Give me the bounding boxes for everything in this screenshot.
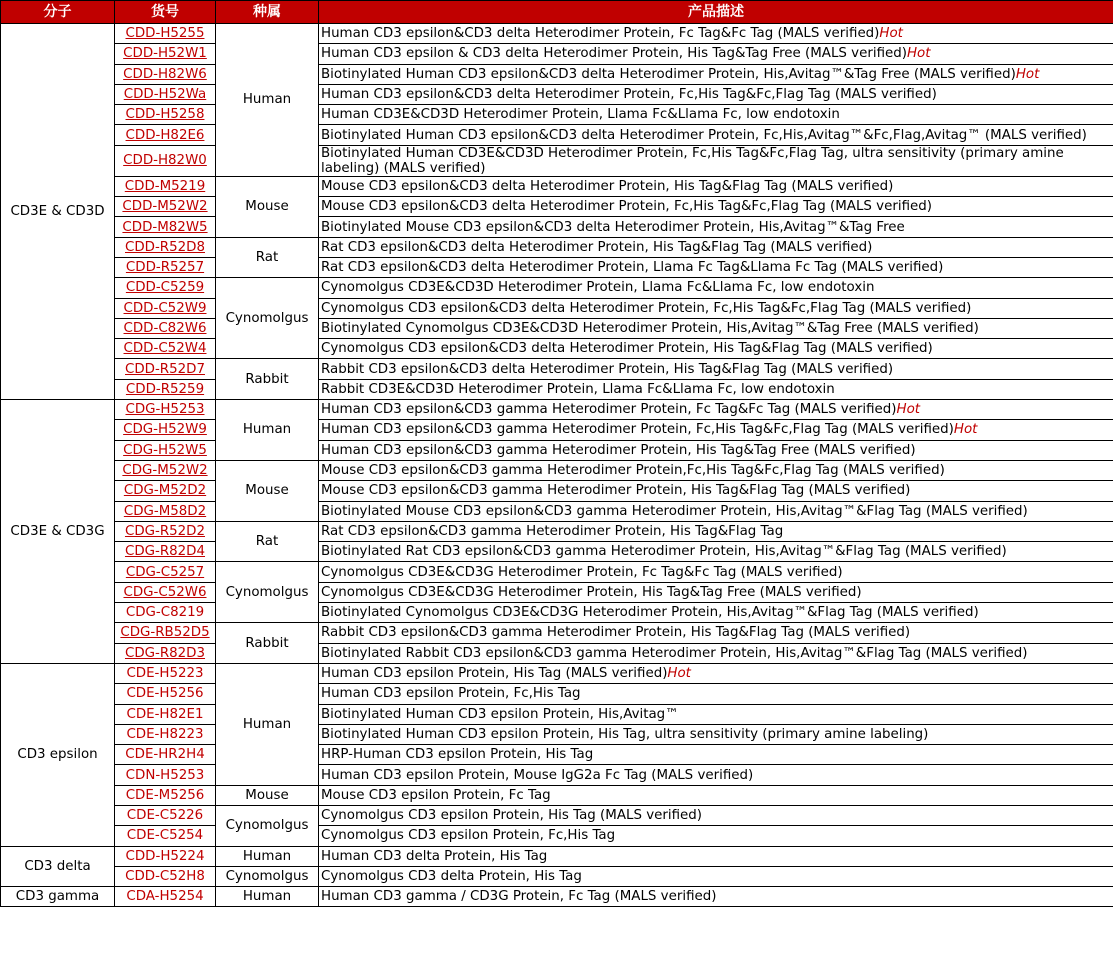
description-cell — [319, 805, 1113, 825]
catalog-link[interactable]: CDG-H5253 — [125, 402, 205, 418]
table-row — [1, 145, 1113, 176]
table-row — [1, 84, 1113, 104]
catalog-link[interactable]: CDD-H5255 — [125, 26, 205, 42]
species-cell: Rabbit — [216, 359, 319, 400]
table-row — [1, 176, 1113, 196]
description-cell — [319, 64, 1113, 84]
header-molecule: 分子 — [1, 1, 115, 24]
description-cell — [319, 359, 1113, 379]
catalog-link[interactable]: CDD-H52W1 — [123, 46, 207, 62]
species-cell: Human — [216, 400, 319, 461]
catalog-link[interactable]: CDD-H82W0 — [123, 153, 207, 169]
species-cell: Human — [216, 663, 319, 785]
catalog-link[interactable]: CDE-HR2H4 — [125, 747, 205, 763]
description-text: Cynomolgus CD3 delta Protein, His Tag — [321, 869, 582, 885]
description-text: Biotinylated Human CD3 epsilon Protein, His,Avitag™ — [321, 706, 679, 722]
table-row — [1, 64, 1113, 84]
description-text: Biotinylated Rabbit CD3 epsilon&CD3 gamma Heterodimer Protein, His,Avitag™&Flag Tag (MALS verified) — [321, 645, 1028, 661]
catalog-cell — [115, 785, 216, 805]
description-text: Human CD3 epsilon Protein, Fc,His Tag — [321, 686, 581, 702]
description-cell — [319, 217, 1113, 237]
catalog-cell — [115, 542, 216, 562]
catalog-link[interactable]: CDD-M52W2 — [122, 199, 208, 215]
catalog-link[interactable]: CDE-H5256 — [126, 686, 204, 702]
table-row — [1, 460, 1113, 480]
description-text: Human CD3 delta Protein, His Tag — [321, 848, 548, 864]
catalog-link[interactable]: CDD-M5219 — [124, 178, 206, 194]
molecule-cell: CD3 epsilon — [1, 663, 115, 846]
description-text: Biotinylated Rat CD3 epsilon&CD3 gamma Heterodimer Protein, His,Avitag™&Flag Tag (MALS verified) — [321, 544, 1007, 560]
catalog-link[interactable]: CDD-R5257 — [125, 260, 205, 276]
catalog-cell — [115, 826, 216, 846]
description-cell — [319, 24, 1113, 44]
description-text: Cynomolgus CD3 epsilon&CD3 delta Heterodimer Protein, Fc,His Tag&Fc,Flag Tag (MALS verified) — [321, 300, 972, 316]
table-row — [1, 298, 1113, 318]
catalog-link[interactable]: CDG-C5257 — [125, 564, 205, 580]
table-row — [1, 887, 1113, 907]
description-cell — [319, 145, 1113, 176]
description-text: Mouse CD3 epsilon&CD3 gamma Heterodimer Protein,Fc,His Tag&Fc,Flag Tag (MALS verified) — [321, 463, 945, 479]
table-row — [1, 562, 1113, 582]
header-row — [1, 1, 1113, 24]
description-cell — [319, 318, 1113, 338]
catalog-cell — [115, 866, 216, 886]
description-text: Rat CD3 epsilon&CD3 gamma Heterodimer Protein, His Tag&Flag Tag — [321, 523, 784, 539]
table-row — [1, 684, 1113, 704]
description-text: Biotinylated Cynomolgus CD3E&CD3G Heterodimer Protein, His,Avitag™&Flag Tag (MALS verified) — [321, 605, 979, 621]
catalog-link[interactable]: CDD-C52H8 — [125, 869, 205, 885]
description-text: Rabbit CD3 epsilon&CD3 delta Heterodimer Protein, His Tag&Flag Tag (MALS verified) — [321, 361, 894, 377]
description-text: Mouse CD3 epsilon&CD3 delta Heterodimer Protein, His Tag&Flag Tag (MALS verified) — [321, 178, 894, 194]
catalog-cell — [115, 745, 216, 765]
catalog-link[interactable]: CDD-C52W9 — [123, 300, 207, 316]
description-cell — [319, 298, 1113, 318]
table-row — [1, 105, 1113, 125]
catalog-link[interactable]: CDG-C52W6 — [123, 584, 207, 600]
description-text: HRP-Human CD3 epsilon Protein, His Tag — [321, 747, 594, 763]
table-row — [1, 826, 1113, 846]
table-row — [1, 866, 1113, 886]
hot-badge: Hot — [953, 422, 978, 438]
catalog-link[interactable]: CDD-R52D7 — [125, 361, 205, 377]
species-cell: Mouse — [216, 176, 319, 237]
description-cell — [319, 44, 1113, 64]
catalog-link[interactable]: CDG-R82D4 — [124, 544, 206, 560]
catalog-cell — [115, 684, 216, 704]
description-cell — [319, 887, 1113, 907]
catalog-cell — [115, 663, 216, 683]
species-cell: Cynomolgus — [216, 278, 319, 359]
catalog-link[interactable]: CDE-C5226 — [126, 808, 204, 824]
table-row — [1, 257, 1113, 277]
catalog-cell — [115, 501, 216, 521]
catalog-link[interactable]: CDE-H82E1 — [126, 706, 204, 722]
description-cell — [319, 582, 1113, 602]
description-text: Biotinylated Cynomolgus CD3E&CD3D Heterodimer Protein, His,Avitag™&Tag Free (MALS verified) — [321, 321, 979, 336]
description-text: Human CD3E&CD3D Heterodimer Protein, Llama Fc&Llama Fc, low endotoxin — [321, 107, 840, 123]
description-text: Biotinylated Human CD3 epsilon Protein, His Tag, ultra sensitivity (primary amine labeling) — [321, 726, 929, 742]
catalog-cell — [115, 704, 216, 724]
catalog-link[interactable]: CDD-R5259 — [125, 381, 205, 397]
description-text: Biotinylated Mouse CD3 epsilon&CD3 delta Heterodimer Protein, His,Avitag™&Tag Free — [321, 219, 905, 235]
catalog-cell — [115, 64, 216, 84]
catalog-cell — [115, 278, 216, 298]
description-cell — [319, 105, 1113, 125]
species-cell: Rabbit — [216, 623, 319, 664]
table-row — [1, 765, 1113, 785]
catalog-link[interactable]: CDD-C52W4 — [123, 341, 207, 357]
species-cell: Cynomolgus — [216, 562, 319, 623]
catalog-cell — [115, 582, 216, 602]
table-row — [1, 318, 1113, 338]
description-text: Biotinylated Human CD3 epsilon&CD3 delta Heterodimer Protein, His,Avitag™&Tag Free (MALS verified) — [321, 66, 1016, 82]
description-cell — [319, 379, 1113, 399]
table-row — [1, 582, 1113, 602]
table-row — [1, 805, 1113, 825]
catalog-cell — [115, 765, 216, 785]
catalog-link[interactable]: CDE-M5256 — [125, 787, 205, 803]
catalog-cell — [115, 145, 216, 176]
catalog-link[interactable]: CDN-H5253 — [125, 767, 205, 783]
table-row — [1, 339, 1113, 359]
species-cell: Human — [216, 846, 319, 866]
catalog-cell — [115, 846, 216, 866]
table-row — [1, 643, 1113, 663]
table-row — [1, 724, 1113, 744]
description-cell — [319, 84, 1113, 104]
table-row — [1, 217, 1113, 237]
molecule-cell: CD3 delta — [1, 846, 115, 887]
table-row — [1, 785, 1113, 805]
catalog-cell — [115, 481, 216, 501]
species-cell: Human — [216, 887, 319, 907]
species-cell: Cynomolgus — [216, 866, 319, 886]
description-text: Human CD3 epsilon&CD3 delta Heterodimer Protein, Fc Tag&Fc Tag (MALS verified) — [321, 26, 880, 42]
description-text: Human CD3 epsilon&CD3 gamma Heterodimer Protein, Fc Tag&Fc Tag (MALS verified) — [321, 402, 897, 418]
hot-badge: Hot — [667, 666, 691, 682]
table-row — [1, 745, 1113, 765]
table-row — [1, 603, 1113, 623]
catalog-link[interactable]: CDG-C8219 — [125, 605, 205, 621]
catalog-cell — [115, 724, 216, 744]
description-text: Cynomolgus CD3 epsilon Protein, His Tag (MALS verified) — [321, 808, 702, 824]
description-cell — [319, 663, 1113, 683]
catalog-cell — [115, 379, 216, 399]
description-cell — [319, 684, 1113, 704]
table-body — [1, 24, 1113, 907]
description-text: Human CD3 epsilon & CD3 delta Heterodimer Protein, His Tag&Tag Free (MALS verified) — [321, 46, 907, 62]
catalog-cell — [115, 420, 216, 440]
catalog-link[interactable]: CDG-M52D2 — [123, 483, 207, 499]
catalog-link[interactable]: CDG-RB52D5 — [120, 625, 210, 641]
catalog-cell — [115, 400, 216, 420]
description-text: Human CD3 epsilon&CD3 delta Heterodimer Protein, Fc,His Tag&Fc,Flag Tag (MALS verified) — [321, 87, 937, 103]
table-row — [1, 359, 1113, 379]
description-text: Human CD3 epsilon Protein, Mouse IgG2a Fc Tag (MALS verified) — [321, 767, 754, 783]
description-cell — [319, 745, 1113, 765]
description-cell — [319, 481, 1113, 501]
description-cell — [319, 724, 1113, 744]
catalog-cell — [115, 84, 216, 104]
description-text: Cynomolgus CD3E&CD3G Heterodimer Protein, His Tag&Tag Free (MALS verified) — [321, 584, 862, 600]
table-row — [1, 704, 1113, 724]
header-species: 种属 — [216, 1, 319, 24]
description-cell — [319, 339, 1113, 359]
description-text: Mouse CD3 epsilon&CD3 delta Heterodimer Protein, Fc,His Tag&Fc,Flag Tag (MALS verified) — [321, 199, 932, 215]
description-text: Rat CD3 epsilon&CD3 delta Heterodimer Protein, His Tag&Flag Tag (MALS verified) — [321, 239, 873, 255]
table-row — [1, 420, 1113, 440]
description-cell — [319, 460, 1113, 480]
catalog-link[interactable]: CDD-H82W6 — [123, 66, 207, 82]
catalog-link[interactable]: CDA-H5254 — [126, 889, 204, 905]
catalog-link[interactable]: CDD-H52Wa — [123, 87, 207, 103]
description-text: Biotinylated Human CD3E&CD3D Heterodimer Protein, Fc,His Tag&Fc,Flag Tag, ultra sensitivity (primary amine labeling) (MALS verified) — [321, 145, 1064, 176]
description-text: Cynomolgus CD3E&CD3D Heterodimer Protein, Llama Fc&Llama Fc, low endotoxin — [321, 280, 875, 296]
description-text: Human CD3 epsilon Protein, His Tag (MALS verified) — [321, 666, 668, 682]
description-text: Biotinylated Mouse CD3 epsilon&CD3 gamma Heterodimer Protein, His,Avitag™&Flag Tag (MALS verified) — [321, 503, 1028, 519]
description-text: Mouse CD3 epsilon Protein, Fc Tag — [321, 787, 551, 803]
hot-badge: Hot — [1015, 66, 1040, 82]
catalog-cell — [115, 24, 216, 44]
table-row — [1, 237, 1113, 257]
table-row — [1, 24, 1113, 44]
description-text: Cynomolgus CD3 epsilon Protein, Fc,His Tag — [321, 828, 616, 844]
table-row — [1, 623, 1113, 643]
description-cell — [319, 521, 1113, 541]
table-row — [1, 278, 1113, 298]
table-row — [1, 44, 1113, 64]
catalog-cell — [115, 105, 216, 125]
catalog-link[interactable]: CDG-R82D3 — [124, 645, 206, 661]
catalog-cell — [115, 440, 216, 460]
catalog-link[interactable]: CDD-H82E6 — [125, 127, 205, 143]
description-cell — [319, 278, 1113, 298]
description-cell — [319, 197, 1113, 217]
catalog-cell — [115, 643, 216, 663]
catalog-link[interactable]: CDG-H52W5 — [123, 442, 207, 458]
catalog-cell — [115, 257, 216, 277]
catalog-link[interactable]: CDG-R52D2 — [124, 523, 206, 539]
description-cell — [319, 785, 1113, 805]
catalog-cell — [115, 318, 216, 338]
description-cell — [319, 257, 1113, 277]
catalog-link[interactable]: CDD-H5258 — [125, 107, 205, 123]
catalog-cell — [115, 521, 216, 541]
description-cell — [319, 542, 1113, 562]
catalog-cell — [115, 887, 216, 907]
catalog-cell — [115, 44, 216, 64]
description-text: Rabbit CD3E&CD3D Heterodimer Protein, Llama Fc&Llama Fc, low endotoxin — [321, 381, 835, 397]
catalog-link[interactable]: CDE-C5254 — [126, 828, 204, 844]
catalog-cell — [115, 460, 216, 480]
description-cell — [319, 623, 1113, 643]
description-cell — [319, 765, 1113, 785]
hot-badge: Hot — [906, 46, 931, 62]
molecule-cell: CD3E & CD3D — [1, 24, 115, 400]
description-cell — [319, 866, 1113, 886]
catalog-link[interactable]: CDE-H5223 — [126, 666, 204, 682]
catalog-link[interactable]: CDD-C82W6 — [123, 321, 207, 336]
catalog-cell — [115, 623, 216, 643]
table-row — [1, 197, 1113, 217]
table-row — [1, 440, 1113, 460]
table-row — [1, 501, 1113, 521]
catalog-link[interactable]: CDG-M58D2 — [123, 503, 207, 519]
description-cell — [319, 562, 1113, 582]
catalog-cell — [115, 125, 216, 145]
description-text: Human CD3 epsilon&CD3 gamma Heterodimer Protein, His Tag&Tag Free (MALS verified) — [321, 442, 916, 458]
description-cell — [319, 846, 1113, 866]
catalog-link[interactable]: CDG-H52W9 — [123, 422, 207, 438]
molecule-cell: CD3 gamma — [1, 887, 115, 907]
species-cell: Mouse — [216, 460, 319, 521]
description-cell — [319, 643, 1113, 663]
hot-badge: Hot — [879, 26, 903, 42]
catalog-cell — [115, 176, 216, 196]
hot-badge: Hot — [896, 402, 921, 418]
table-row — [1, 542, 1113, 562]
description-cell — [319, 704, 1113, 724]
description-text: Cynomolgus CD3E&CD3G Heterodimer Protein, Fc Tag&Fc Tag (MALS verified) — [321, 564, 843, 580]
catalog-cell — [115, 359, 216, 379]
species-cell: Rat — [216, 521, 319, 562]
species-cell: Cynomolgus — [216, 805, 319, 846]
description-text: Rabbit CD3 epsilon&CD3 gamma Heterodimer Protein, His Tag&Flag Tag (MALS verified) — [321, 625, 911, 641]
description-cell — [319, 125, 1113, 145]
catalog-link[interactable]: CDD-R52D8 — [125, 239, 205, 255]
catalog-link[interactable]: CDD-H5224 — [125, 848, 205, 864]
catalog-link[interactable]: CDD-C5259 — [125, 280, 205, 296]
description-text: Rat CD3 epsilon&CD3 delta Heterodimer Protein, Llama Fc Tag&Llama Fc Tag (MALS verified) — [321, 260, 944, 276]
catalog-cell — [115, 339, 216, 359]
catalog-cell — [115, 603, 216, 623]
table-row — [1, 379, 1113, 399]
description-cell — [319, 400, 1113, 420]
catalog-link[interactable]: CDD-M82W5 — [122, 219, 208, 235]
table-row — [1, 481, 1113, 501]
description-cell — [319, 237, 1113, 257]
catalog-link[interactable]: CDE-H8223 — [126, 726, 204, 742]
description-cell — [319, 826, 1113, 846]
catalog-link[interactable]: CDG-M52W2 — [122, 463, 208, 479]
catalog-cell — [115, 805, 216, 825]
table-row — [1, 400, 1113, 420]
species-cell: Rat — [216, 237, 319, 278]
catalog-cell — [115, 237, 216, 257]
description-text: Cynomolgus CD3 epsilon&CD3 delta Heterodimer Protein, His Tag&Flag Tag (MALS verified) — [321, 341, 933, 357]
species-cell: Human — [216, 24, 319, 177]
catalog-cell — [115, 298, 216, 318]
description-text: Human CD3 epsilon&CD3 gamma Heterodimer Protein, Fc,His Tag&Fc,Flag Tag (MALS verified) — [321, 422, 954, 438]
molecule-cell: CD3E & CD3G — [1, 400, 115, 664]
description-cell — [319, 440, 1113, 460]
catalog-cell — [115, 197, 216, 217]
catalog-cell — [115, 217, 216, 237]
description-cell — [319, 603, 1113, 623]
description-text: Human CD3 gamma / CD3G Protein, Fc Tag (MALS verified) — [321, 889, 717, 905]
description-text: Mouse CD3 epsilon&CD3 gamma Heterodimer Protein, His Tag&Flag Tag (MALS verified) — [321, 483, 911, 499]
header-description: 产品描述 — [319, 1, 1113, 24]
species-cell: Mouse — [216, 785, 319, 805]
table-row — [1, 663, 1113, 683]
header-catalog-number: 货号 — [115, 1, 216, 24]
description-text: Biotinylated Human CD3 epsilon&CD3 delta Heterodimer Protein, Fc,His,Avitag™&Fc,Flag,Avitag™ (MALS verified) — [321, 127, 1087, 143]
table-row — [1, 521, 1113, 541]
description-cell — [319, 420, 1113, 440]
catalog-cell — [115, 562, 216, 582]
table-row — [1, 125, 1113, 145]
description-cell — [319, 176, 1113, 196]
description-cell — [319, 501, 1113, 521]
table-row — [1, 846, 1113, 866]
